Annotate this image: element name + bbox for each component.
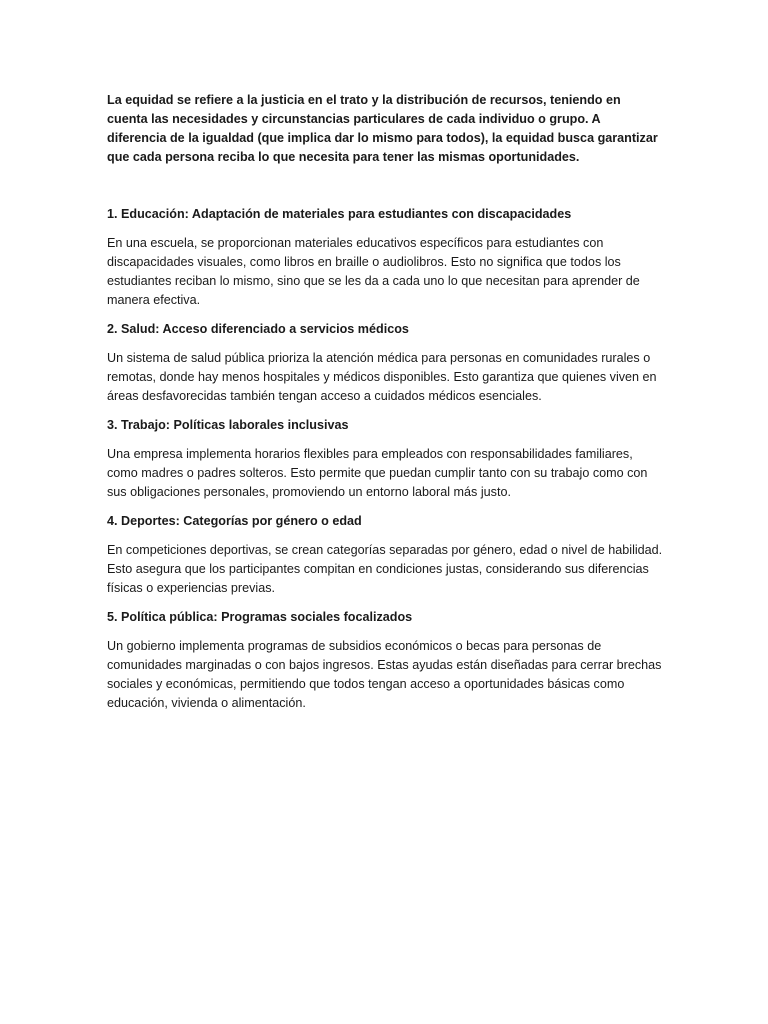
section-health: [107, 320, 663, 406]
section-sports: [107, 512, 663, 598]
intro-paragraph: La equidad se refiere a la justicia en el trato y la distribución de recursos, teniendo en cuenta las necesidades y circunstancias particulares de cada individuo o grupo. A diferencia de la igualdad (que implica dar lo mismo para todos), la equidad busca garantizar que cada persona reciba lo que necesita para tener las mismas oportunidades.: [107, 93, 658, 164]
section-body: En una escuela, se proporcionan materiales educativos específicos para estudiantes con discapacidades visuales, como libros en braille o audiolibros. Esto no significa que todos los estudiantes reciban lo mismo, sino que se les da a cada uno lo que necesitan para aprender de manera efectiva.: [107, 236, 640, 307]
section-heading: 3. Trabajo: Políticas laborales inclusivas: [107, 418, 349, 432]
section-public-policy: [107, 608, 663, 713]
section-body: En competiciones deportivas, se crean categorías separadas por género, edad o nivel de habilidad. Esto asegura que los participantes compitan en condiciones justas, considerando sus diferencias físicas o experiencias previas.: [107, 543, 663, 595]
section-body: Una empresa implementa horarios flexibles para empleados con responsabilidades familiares, como madres o padres solteros. Esto permite que puedan cumplir tanto con su trabajo como con sus obligaciones personales, promoviendo un entorno laboral más justo.: [107, 447, 648, 499]
section-body: Un sistema de salud pública prioriza la atención médica para personas en comunidades rurales o remotas, donde hay menos hospitales y médicos disponibles. Esto garantiza que quienes viven en áreas desfavorecidas también tengan acceso a cuidados médicos esenciales.: [107, 351, 657, 403]
section-body: Un gobierno implementa programas de subsidios económicos o becas para personas de comunidades marginadas o con bajos ingresos. Estas ayudas están diseñadas para cerrar brechas sociales y económicas, permitiendo que todos tengan acceso a oportunidades básicas como educación, vivienda o alimentación.: [107, 639, 662, 710]
section-heading: 4. Deportes: Categorías por género o edad: [107, 514, 362, 528]
section-education: [107, 205, 663, 310]
section-heading: 2. Salud: Acceso diferenciado a servicios médicos: [107, 322, 409, 336]
section-heading: 1. Educación: Adaptación de materiales para estudiantes con discapacidades: [107, 207, 572, 221]
section-heading: 5. Política pública: Programas sociales focalizados: [107, 610, 413, 624]
section-work: [107, 416, 663, 502]
document-content: [107, 91, 663, 723]
